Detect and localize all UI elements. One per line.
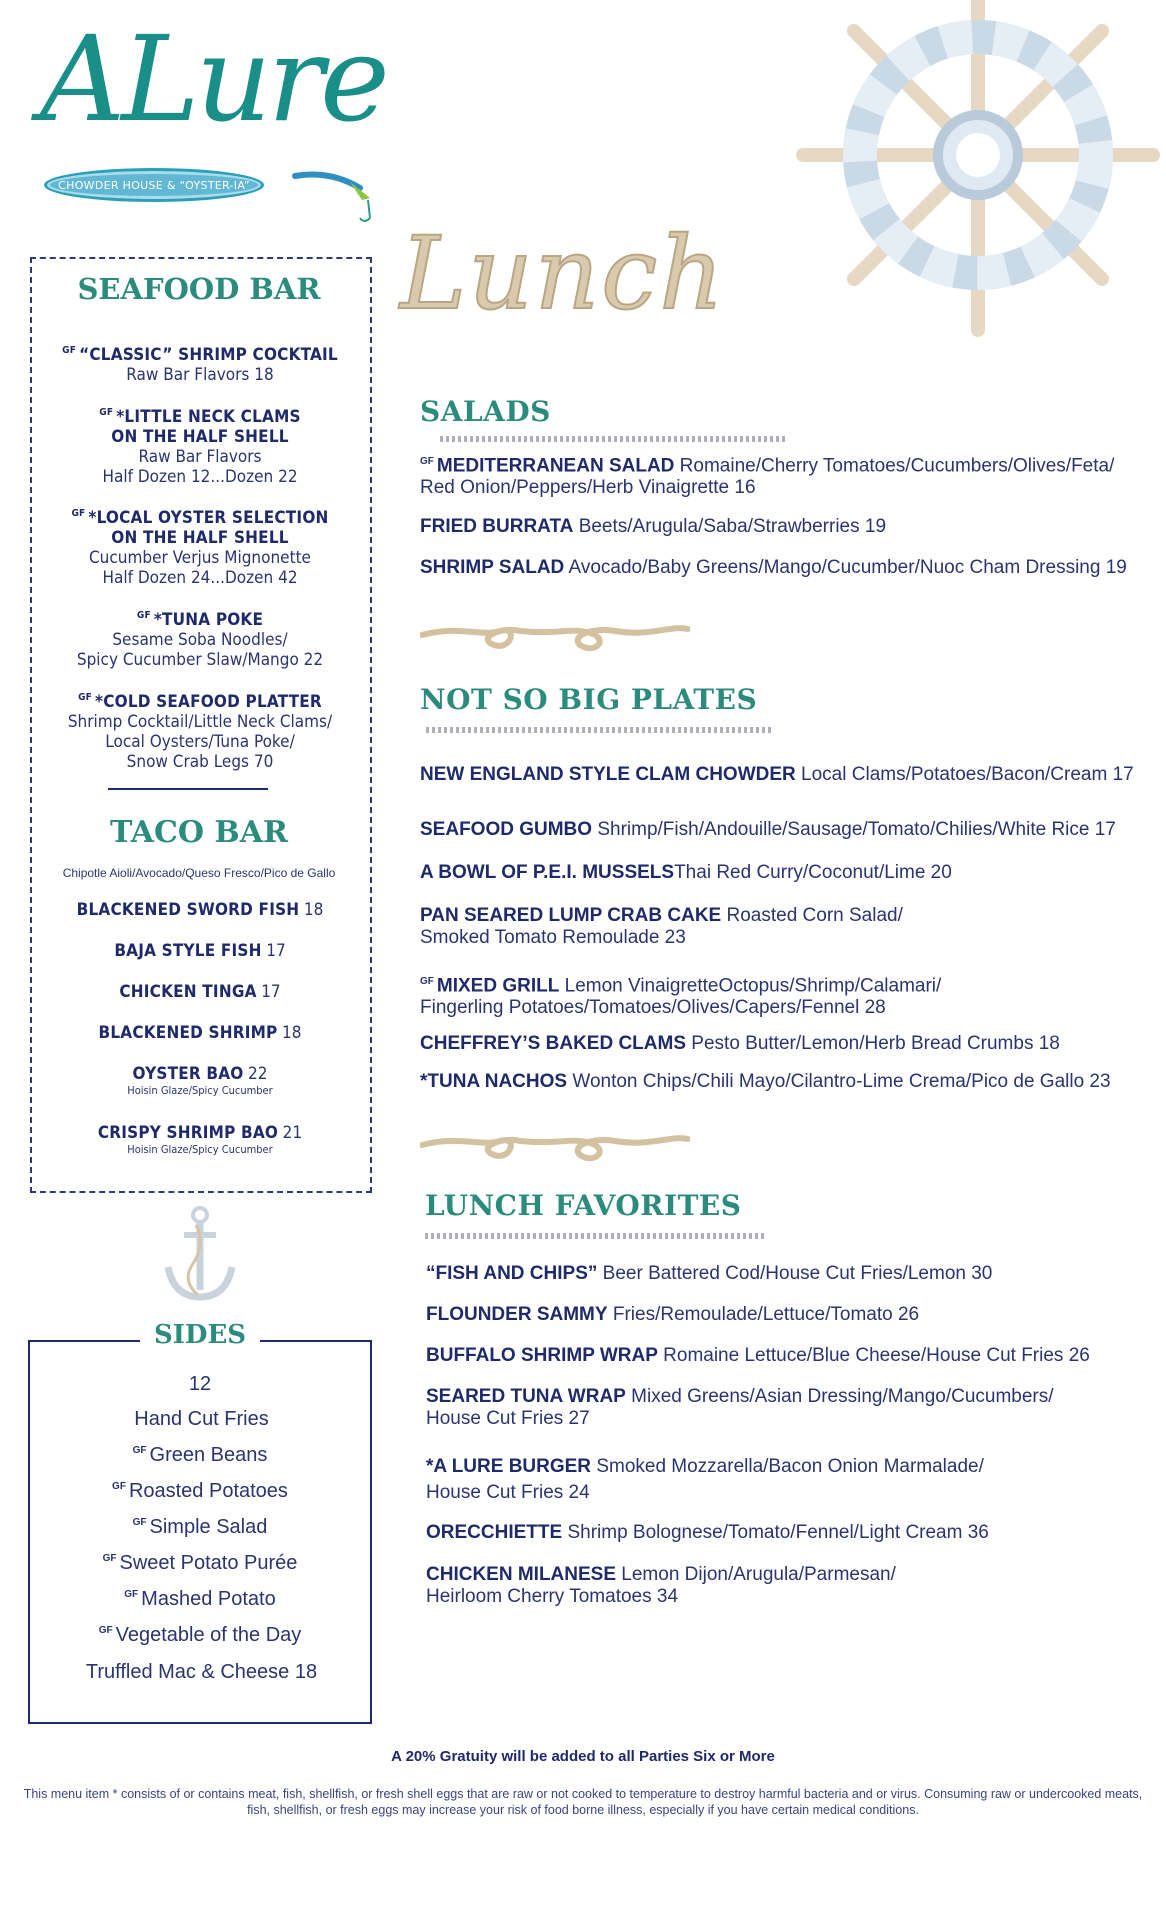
item-desc: Spicy Cucumber Slaw/Mango 22 xyxy=(76,650,324,670)
item-desc-line2: Fingerling Potatoes/Tomatoes/Olives/Capers/Fennel 28 xyxy=(420,997,886,1019)
gluten-free-mark: GF xyxy=(99,407,114,419)
item-desc: Cucumber Verjus Mignonette xyxy=(89,548,311,568)
item-title: SHRIMP SALAD xyxy=(420,557,565,578)
item-desc: Raw Bar Flavors 18 xyxy=(126,365,274,385)
menu-item xyxy=(426,1564,1146,1608)
item-price: 18 xyxy=(282,1023,302,1043)
gluten-free-mark: GF xyxy=(78,692,92,704)
logo-tagline: CHOWDER HOUSE & “OYSTER-IA” xyxy=(44,168,264,202)
menu-item xyxy=(426,1522,1146,1544)
menu-item xyxy=(420,862,1150,884)
side-name: Sweet Potato Purée xyxy=(119,1552,298,1574)
raw-food-disclaimer: This menu item * consists of or contains meat, fish, shellfish, or fresh shell eggs that are raw or not cooked to temperature to destroy harmful bacteria and or virus. Consuming raw or undercooked meats, fish, shellfish, or fresh eggs may increase your risk of food borne illness, especially if you have certain medical conditions. xyxy=(23,1787,1143,1817)
item-desc: Smoked Mozzarella/Bacon Onion Marmalade/ xyxy=(596,1456,984,1477)
item-desc: Romaine/Cherry Tomatoes/Cucumbers/Olives/Feta/ xyxy=(679,455,1115,477)
item-title: “CLASSIC” SHRIMP COCKTAIL xyxy=(79,345,338,365)
item-title: BAJA STYLE FISH xyxy=(114,941,262,961)
divider xyxy=(108,788,268,790)
menu-item xyxy=(420,764,1150,786)
logo-wordmark: ALure xyxy=(40,10,386,148)
item-desc: Shrimp Bolognese/Tomato/Fennel/Light Cream 36 xyxy=(567,1522,989,1543)
plates-heading: NOT SO BIG PLATES xyxy=(420,683,758,716)
seafood-item xyxy=(40,692,360,772)
menu-item xyxy=(420,557,1150,579)
side-item xyxy=(28,1624,372,1647)
menu-item xyxy=(420,819,1150,841)
item-note: Hoisin Glaze/Spicy Cucumber xyxy=(127,1084,273,1097)
item-price: 22 xyxy=(248,1064,268,1084)
menu-item xyxy=(420,451,1140,499)
wavy-divider xyxy=(425,1233,765,1239)
item-title: CRISPY SHRIMP BAO xyxy=(97,1123,279,1143)
item-title: PAN SEARED LUMP CRAB CAKE xyxy=(420,905,722,926)
menu-item xyxy=(426,1454,1146,1506)
side-item xyxy=(28,1552,372,1575)
seafood-item xyxy=(40,407,360,487)
logo xyxy=(40,10,386,230)
item-title-line2: ON THE HALF SHELL xyxy=(111,528,289,548)
item-desc: Wonton Chips/Chili Mayo/Cilantro-Lime Crema/Pico de Gallo 23 xyxy=(572,1071,1111,1092)
side-name: Roasted Potatoes xyxy=(128,1480,288,1502)
side-item xyxy=(28,1408,372,1431)
item-title: A BOWL OF P.E.I. MUSSELS xyxy=(420,862,675,883)
anchor-icon xyxy=(160,1205,240,1305)
item-title: CHICKEN MILANESE xyxy=(426,1564,617,1585)
item-desc: Mixed Greens/Asian Dressing/Mango/Cucumbers/ xyxy=(631,1386,1054,1407)
item-title: OYSTER BAO xyxy=(132,1064,244,1084)
item-title-line2: ON THE HALF SHELL xyxy=(111,427,289,447)
item-desc: Fries/Remoulade/Lettuce/Tomato 26 xyxy=(612,1304,920,1325)
item-desc: Half Dozen 12...Dozen 22 xyxy=(102,467,298,487)
item-title: *COLD SEAFOOD PLATTER xyxy=(95,692,322,712)
item-desc: Lemon VinaigretteOctopus/Shrimp/Calamari/ xyxy=(564,975,942,997)
gluten-free-mark: GF xyxy=(420,456,434,467)
item-title: FLOUNDER SAMMY xyxy=(426,1304,608,1325)
sides-heading: SIDES xyxy=(140,1320,260,1350)
item-title: CHICKEN TINGA xyxy=(119,982,257,1002)
gluten-free-mark: GF xyxy=(71,508,86,520)
taco-item xyxy=(40,1064,360,1097)
item-desc: Raw Bar Flavors xyxy=(138,447,262,467)
item-desc: Half Dozen 24...Dozen 42 xyxy=(102,568,298,588)
item-desc: Sesame Soba Noodles/ xyxy=(112,630,288,650)
page-title: Lunch xyxy=(400,215,726,332)
item-desc: Avocado/Baby Greens/Mango/Cucumber/Nuoc Cham Dressing 19 xyxy=(568,557,1127,578)
sides-price: 12 xyxy=(188,1373,212,1395)
gluten-free-mark: GF xyxy=(136,610,151,622)
ship-wheel-icon xyxy=(790,0,1166,360)
menu-item xyxy=(426,1386,1146,1430)
item-desc: Lemon Dijon/Arugula/Parmesan/ xyxy=(621,1564,896,1585)
taco-item xyxy=(40,900,360,920)
item-desc: Romaine Lettuce/Blue Cheese/House Cut Fries 26 xyxy=(663,1345,1090,1366)
taco-bar-subtitle: Chipotle Aioli/Avocado/Queso Fresco/Pico de Gallo xyxy=(62,866,336,880)
item-title: *TUNA POKE xyxy=(153,610,264,630)
side-name: Mashed Potato xyxy=(141,1588,276,1610)
item-title: BLACKENED SWORD FISH xyxy=(76,900,300,920)
menu-item xyxy=(420,905,1150,949)
seafood-bar-heading: SEAFOOD BAR xyxy=(77,272,321,306)
menu-item xyxy=(420,516,1140,538)
gluten-free-mark: GF xyxy=(124,1589,139,1601)
item-price: 21 xyxy=(282,1123,303,1143)
item-title: *LOCAL OYSTER SELECTION xyxy=(88,508,329,528)
item-title: SEARED TUNA WRAP xyxy=(426,1386,626,1407)
item-desc: Local Oysters/Tuna Poke/ xyxy=(105,732,295,752)
seafood-item xyxy=(40,508,360,588)
side-name: Truffled Mac & Cheese 18 xyxy=(85,1661,318,1683)
item-title: MIXED GRILL xyxy=(436,975,560,997)
side-item xyxy=(28,1480,372,1503)
item-desc-line2: House Cut Fries 24 xyxy=(426,1482,590,1503)
item-desc-line2: House Cut Fries 27 xyxy=(426,1408,590,1429)
menu-item xyxy=(420,1071,1150,1093)
gratuity-note: A 20% Gratuity will be added to all Parties Six or More xyxy=(391,1748,775,1765)
item-title: CHEFFREY’S BAKED CLAMS xyxy=(420,1033,687,1054)
item-desc: Shrimp Cocktail/Little Neck Clams/ xyxy=(67,712,333,732)
item-title: ORECCHIETTE xyxy=(426,1522,563,1543)
item-title: SEAFOOD GUMBO xyxy=(420,819,593,840)
item-title: *A LURE BURGER xyxy=(426,1456,592,1477)
taco-item xyxy=(40,1023,360,1043)
item-title: “FISH AND CHIPS” xyxy=(426,1263,598,1284)
side-name: Simple Salad xyxy=(149,1516,268,1538)
menu-item xyxy=(420,971,1150,1019)
gluten-free-mark: GF xyxy=(102,1553,117,1565)
item-price: 17 xyxy=(261,982,281,1002)
item-desc: Shrimp/Fish/Andouille/Sausage/Tomato/Chilies/White Rice 17 xyxy=(597,819,1116,840)
side-item xyxy=(28,1661,372,1684)
salads-heading: SALADS xyxy=(420,395,551,428)
gluten-free-mark: GF xyxy=(62,345,77,357)
gluten-free-mark: GF xyxy=(132,1517,147,1529)
item-desc: Roasted Corn Salad/ xyxy=(726,905,903,926)
menu-item xyxy=(426,1304,1146,1326)
wavy-divider xyxy=(426,727,771,733)
side-name: Hand Cut Fries xyxy=(134,1408,269,1430)
seafood-item xyxy=(40,345,360,385)
item-title: MEDITERRANEAN SALAD xyxy=(436,455,675,477)
gluten-free-mark: GF xyxy=(420,976,434,987)
menu-item xyxy=(420,1033,1150,1055)
item-title: NEW ENGLAND STYLE CLAM CHOWDER xyxy=(420,764,796,785)
item-title: BUFFALO SHRIMP WRAP xyxy=(426,1345,658,1366)
rope-divider-icon xyxy=(420,1115,690,1175)
item-title: *TUNA NACHOS xyxy=(420,1071,568,1092)
item-desc: Beer Battered Cod/House Cut Fries/Lemon 30 xyxy=(602,1263,993,1284)
gluten-free-mark: GF xyxy=(98,1625,113,1637)
gluten-free-mark: GF xyxy=(112,1481,126,1493)
menu-item xyxy=(426,1263,1146,1285)
fishing-lure-icon xyxy=(290,168,380,228)
seafood-item xyxy=(40,610,360,670)
menu-item xyxy=(426,1345,1146,1367)
item-desc-line2: Smoked Tomato Remoulade 23 xyxy=(420,927,686,948)
taco-item xyxy=(40,1123,360,1156)
rope-divider-icon xyxy=(420,605,690,665)
gluten-free-mark: GF xyxy=(132,1445,147,1457)
favorites-heading: LUNCH FAVORITES xyxy=(425,1189,742,1222)
item-desc: Beets/Arugula/Saba/Strawberries 19 xyxy=(578,516,887,537)
side-name: Green Beans xyxy=(149,1444,268,1466)
item-desc: Thai Red Curry/Coconut/Lime 20 xyxy=(674,862,952,883)
item-title: FRIED BURRATA xyxy=(420,516,574,537)
side-item xyxy=(28,1588,372,1611)
item-desc-line2: Heirloom Cherry Tomatoes 34 xyxy=(426,1586,679,1607)
item-note: Hoisin Glaze/Spicy Cucumber xyxy=(127,1143,273,1156)
taco-item xyxy=(40,941,360,961)
item-title: BLACKENED SHRIMP xyxy=(98,1023,278,1043)
item-title: *LITTLE NECK CLAMS xyxy=(116,407,301,427)
item-desc: Local Clams/Potatoes/Bacon/Cream 17 xyxy=(795,764,1134,785)
side-item xyxy=(28,1516,372,1539)
item-desc: Pesto Butter/Lemon/Herb Bread Crumbs 18 xyxy=(691,1033,1060,1054)
item-desc: Snow Crab Legs 70 xyxy=(126,752,274,772)
side-name: Vegetable of the Day xyxy=(115,1624,302,1646)
taco-bar-heading: TACO BAR xyxy=(110,815,288,850)
taco-item xyxy=(40,982,360,1002)
item-price: 17 xyxy=(266,941,286,961)
side-item xyxy=(28,1444,372,1467)
wavy-divider xyxy=(440,436,785,442)
item-price: 18 xyxy=(303,900,324,920)
item-desc-line2: Red Onion/Peppers/Herb Vinaigrette 16 xyxy=(420,477,756,499)
